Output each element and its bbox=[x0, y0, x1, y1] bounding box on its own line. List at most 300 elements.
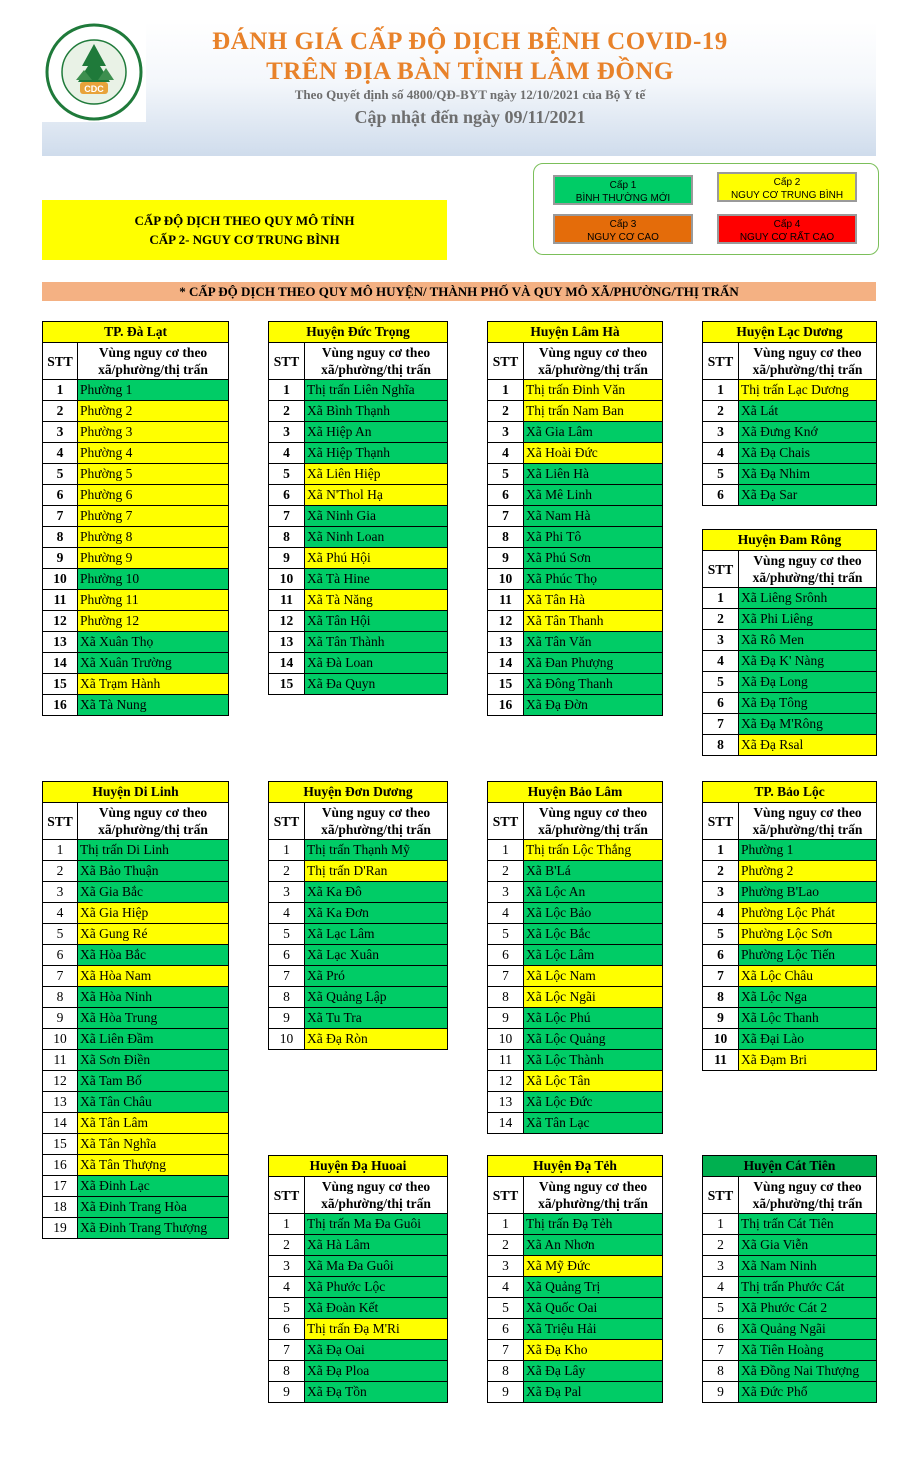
commune-name: Xã Quảng Lập bbox=[305, 987, 448, 1008]
row-number: 13 bbox=[488, 632, 524, 653]
legend-level-4-label: NGUY CƠ RẤT CAO bbox=[739, 232, 835, 243]
commune-name: Xã Lạc Lâm bbox=[305, 924, 448, 945]
table-row bbox=[488, 987, 663, 1008]
table-row bbox=[703, 380, 877, 401]
commune-name: Xã Bình Thạnh bbox=[305, 401, 448, 422]
commune-name: Xã Đạ Pal bbox=[524, 1382, 663, 1403]
table-row bbox=[488, 695, 663, 716]
commune-name: Phường 2 bbox=[739, 861, 877, 882]
commune-name: Phường Lộc Phát bbox=[739, 903, 877, 924]
commune-name: Xã Đinh Trang Hòa bbox=[78, 1197, 229, 1218]
commune-name: Phường 1 bbox=[739, 840, 877, 861]
district-table-da-huoai bbox=[268, 1155, 448, 1403]
table-row bbox=[488, 1382, 663, 1403]
stt-header: STT bbox=[703, 551, 739, 588]
area-header bbox=[524, 1177, 663, 1214]
commune-name: Xã Lộc Bảo bbox=[524, 903, 663, 924]
page-title-line1: ĐÁNH GIÁ CẤP ĐỘ DỊCH BỆNH COVID-19 bbox=[212, 28, 728, 55]
district-table-lac-duong bbox=[702, 321, 877, 506]
row-number: 14 bbox=[43, 1113, 78, 1134]
commune-name: Xã Đạ Đờn bbox=[524, 695, 663, 716]
commune-name: Thị trấn Lạc Dương bbox=[739, 380, 877, 401]
district-name: Huyện Bảo Lâm bbox=[488, 782, 663, 803]
stt-header: STT bbox=[488, 343, 524, 380]
area-header-line2: xã/phường/thị trấn bbox=[321, 362, 431, 377]
commune-name: Xã Đan Phượng bbox=[524, 653, 663, 674]
commune-name: Xã Đạ Ploa bbox=[305, 1361, 448, 1382]
table-row bbox=[703, 882, 877, 903]
row-number: 1 bbox=[488, 1214, 524, 1235]
table-row bbox=[488, 548, 663, 569]
table-row bbox=[269, 527, 448, 548]
row-number: 2 bbox=[43, 401, 78, 422]
area-header bbox=[305, 803, 448, 840]
table-row bbox=[703, 1029, 877, 1050]
legend-level-1 bbox=[553, 175, 693, 205]
district-name: TP. Bảo Lộc bbox=[703, 782, 877, 803]
commune-name: Xã Đinh Trang Thượng bbox=[78, 1218, 229, 1239]
row-number: 13 bbox=[269, 632, 305, 653]
legend-level-3-label: NGUY CƠ CAO bbox=[587, 232, 659, 243]
commune-name: Phường 9 bbox=[78, 548, 229, 569]
commune-name: Phường 6 bbox=[78, 485, 229, 506]
commune-name: Thị trấn Đạ Tẻh bbox=[524, 1214, 663, 1235]
table-row bbox=[703, 714, 877, 735]
row-number: 5 bbox=[43, 464, 78, 485]
table-row bbox=[488, 653, 663, 674]
row-number: 13 bbox=[488, 1092, 524, 1113]
table-row bbox=[488, 1008, 663, 1029]
row-number: 5 bbox=[488, 464, 524, 485]
row-number: 7 bbox=[269, 1340, 305, 1361]
commune-name: Xã Lộc Thanh bbox=[739, 1008, 877, 1029]
table-row bbox=[269, 987, 448, 1008]
commune-name: Thị trấn Ma Đa Guôi bbox=[305, 1214, 448, 1235]
commune-name: Xã Đạ Nhim bbox=[739, 464, 877, 485]
district-name: Huyện Đạ Huoai bbox=[269, 1156, 448, 1177]
commune-name: Xã Gia Hiệp bbox=[78, 903, 229, 924]
commune-name: Xã Tân Văn bbox=[524, 632, 663, 653]
area-header-line1: Vùng nguy cơ theo bbox=[538, 1179, 648, 1194]
row-number: 3 bbox=[488, 1256, 524, 1277]
row-number: 14 bbox=[488, 653, 524, 674]
commune-name: Xã Nam Hà bbox=[524, 506, 663, 527]
district-name: Huyện Lâm Hà bbox=[488, 322, 663, 343]
commune-name: Phường 11 bbox=[78, 590, 229, 611]
row-number: 3 bbox=[703, 422, 739, 443]
row-number: 9 bbox=[269, 548, 305, 569]
table-row bbox=[488, 1113, 663, 1134]
commune-name: Xã Đa Quyn bbox=[305, 674, 448, 695]
row-number: 1 bbox=[43, 840, 78, 861]
commune-name: Thị trấn Nam Ban bbox=[524, 401, 663, 422]
table-row bbox=[43, 945, 229, 966]
stt-header: STT bbox=[703, 343, 739, 380]
commune-name: Xã Quốc Oai bbox=[524, 1298, 663, 1319]
row-number: 5 bbox=[488, 1298, 524, 1319]
area-header bbox=[739, 1177, 877, 1214]
district-name: Huyện Di Linh bbox=[43, 782, 229, 803]
table-row bbox=[269, 380, 448, 401]
commune-name: Xã Nam Ninh bbox=[739, 1256, 877, 1277]
commune-name: Xã Phi Tô bbox=[524, 527, 663, 548]
commune-name: Xã Pró bbox=[305, 966, 448, 987]
area-header bbox=[739, 803, 877, 840]
area-header-line2: xã/phường/thị trấn bbox=[538, 1196, 648, 1211]
row-number: 7 bbox=[703, 1340, 739, 1361]
commune-name: Xã Ninh Gia bbox=[305, 506, 448, 527]
table-row bbox=[703, 651, 877, 672]
row-number: 13 bbox=[43, 632, 78, 653]
row-number: 11 bbox=[488, 1050, 524, 1071]
commune-name: Xã Xuân Thọ bbox=[78, 632, 229, 653]
commune-name: Xã Tân Nghĩa bbox=[78, 1134, 229, 1155]
table-row bbox=[269, 611, 448, 632]
row-number: 1 bbox=[703, 840, 739, 861]
row-number: 8 bbox=[703, 987, 739, 1008]
row-number: 4 bbox=[43, 443, 78, 464]
row-number: 10 bbox=[703, 1029, 739, 1050]
table-row bbox=[269, 1029, 448, 1050]
commune-name: Xã Sơn Điền bbox=[78, 1050, 229, 1071]
table-row bbox=[703, 1214, 877, 1235]
row-number: 5 bbox=[269, 1298, 305, 1319]
row-number: 4 bbox=[703, 443, 739, 464]
row-number: 5 bbox=[269, 464, 305, 485]
commune-name: Xã Ninh Loan bbox=[305, 527, 448, 548]
commune-name: Thị trấn Thạnh Mỹ bbox=[305, 840, 448, 861]
table-row bbox=[703, 1256, 877, 1277]
district-name: Huyện Đơn Dương bbox=[269, 782, 448, 803]
row-number: 18 bbox=[43, 1197, 78, 1218]
row-number: 11 bbox=[269, 590, 305, 611]
table-row bbox=[488, 422, 663, 443]
commune-name: Xã Đông Thanh bbox=[524, 674, 663, 695]
row-number: 9 bbox=[43, 1008, 78, 1029]
commune-name: Xã Phúc Thọ bbox=[524, 569, 663, 590]
row-number: 6 bbox=[43, 485, 78, 506]
table-row bbox=[488, 945, 663, 966]
commune-name: Thị trấn Đinh Văn bbox=[524, 380, 663, 401]
commune-name: Xã Lộc Phú bbox=[524, 1008, 663, 1029]
table-row bbox=[703, 1340, 877, 1361]
table-row bbox=[488, 1071, 663, 1092]
row-number: 6 bbox=[703, 693, 739, 714]
district-name: Huyện Lạc Dương bbox=[703, 322, 877, 343]
row-number: 8 bbox=[269, 527, 305, 548]
table-row bbox=[488, 611, 663, 632]
commune-name: Xã Tân Hội bbox=[305, 611, 448, 632]
table-row bbox=[269, 443, 448, 464]
table-row bbox=[703, 1277, 877, 1298]
commune-name: Xã Tà Năng bbox=[305, 590, 448, 611]
row-number: 4 bbox=[488, 443, 524, 464]
commune-name: Phường Lộc Tiến bbox=[739, 945, 877, 966]
table-row bbox=[43, 1176, 229, 1197]
row-number: 3 bbox=[488, 422, 524, 443]
area-header-line2: xã/phường/thị trấn bbox=[321, 822, 431, 837]
table-row bbox=[269, 590, 448, 611]
district-name: TP. Đà Lạt bbox=[43, 322, 229, 343]
row-number: 4 bbox=[488, 1277, 524, 1298]
decision-reference: Theo Quyết định số 4800/QĐ-BYT ngày 12/10/2021 của Bộ Y tế bbox=[294, 87, 646, 102]
district-name: Huyện Cát Tiên bbox=[703, 1156, 877, 1177]
row-number: 7 bbox=[269, 506, 305, 527]
row-number: 6 bbox=[703, 945, 739, 966]
row-number: 8 bbox=[488, 527, 524, 548]
row-number: 2 bbox=[488, 401, 524, 422]
table-row bbox=[43, 674, 229, 695]
table-row bbox=[488, 1361, 663, 1382]
row-number: 2 bbox=[488, 861, 524, 882]
commune-name: Xã Lộc Thành bbox=[524, 1050, 663, 1071]
table-row bbox=[43, 506, 229, 527]
row-number: 2 bbox=[703, 1235, 739, 1256]
table-row bbox=[703, 861, 877, 882]
row-number: 8 bbox=[488, 1361, 524, 1382]
row-number: 8 bbox=[43, 527, 78, 548]
area-header-line1: Vùng nguy cơ theo bbox=[321, 1179, 431, 1194]
table-row bbox=[269, 840, 448, 861]
row-number: 10 bbox=[269, 1029, 305, 1050]
row-number: 9 bbox=[43, 548, 78, 569]
row-number: 19 bbox=[43, 1218, 78, 1239]
commune-name: Xã Phú Sơn bbox=[524, 548, 663, 569]
commune-name: Xã Ka Đô bbox=[305, 882, 448, 903]
row-number: 2 bbox=[488, 1235, 524, 1256]
row-number: 10 bbox=[43, 569, 78, 590]
table-row bbox=[269, 882, 448, 903]
table-row bbox=[703, 1319, 877, 1340]
table-row bbox=[488, 590, 663, 611]
commune-name: Phường 4 bbox=[78, 443, 229, 464]
legend-level-2 bbox=[717, 172, 857, 202]
commune-name: Xã Tân Thượng bbox=[78, 1155, 229, 1176]
area-header-line2: xã/phường/thị trấn bbox=[752, 570, 863, 585]
table-row bbox=[703, 945, 877, 966]
row-number: 11 bbox=[488, 590, 524, 611]
commune-name: Xã Tân Lâm bbox=[78, 1113, 229, 1134]
row-number: 11 bbox=[703, 1050, 739, 1071]
row-number: 2 bbox=[269, 861, 305, 882]
row-number: 16 bbox=[43, 1155, 78, 1176]
table-row bbox=[43, 464, 229, 485]
table-row bbox=[43, 1071, 229, 1092]
row-number: 9 bbox=[703, 1382, 739, 1403]
row-number: 3 bbox=[703, 882, 739, 903]
row-number: 1 bbox=[703, 380, 739, 401]
table-row bbox=[269, 1340, 448, 1361]
commune-name: Xã Phước Cát 2 bbox=[739, 1298, 877, 1319]
district-table-dam-rong bbox=[702, 529, 877, 756]
table-row bbox=[488, 903, 663, 924]
table-row bbox=[703, 735, 877, 756]
area-header-line1: Vùng nguy cơ theo bbox=[538, 345, 648, 360]
table-row bbox=[43, 1155, 229, 1176]
commune-name: Xã Đạ Long bbox=[739, 672, 877, 693]
table-row bbox=[488, 1214, 663, 1235]
commune-name: Xã Đạ Tông bbox=[739, 693, 877, 714]
legend-level-1-title: Cấp 1 bbox=[609, 180, 637, 191]
commune-name: Xã Lộc Nga bbox=[739, 987, 877, 1008]
commune-name: Xã Đạ Lây bbox=[524, 1361, 663, 1382]
commune-name: Xã Đoàn Kết bbox=[305, 1298, 448, 1319]
row-number: 8 bbox=[703, 735, 739, 756]
commune-name: Xã Mê Linh bbox=[524, 485, 663, 506]
table-row bbox=[269, 674, 448, 695]
table-row bbox=[43, 611, 229, 632]
table-row bbox=[43, 485, 229, 506]
table-row bbox=[43, 422, 229, 443]
commune-name: Xã Tiên Hoàng bbox=[739, 1340, 877, 1361]
row-number: 1 bbox=[269, 380, 305, 401]
table-row bbox=[703, 1298, 877, 1319]
row-number: 7 bbox=[269, 966, 305, 987]
row-number: 6 bbox=[488, 945, 524, 966]
row-number: 6 bbox=[488, 1319, 524, 1340]
commune-name: Xã Tân Châu bbox=[78, 1092, 229, 1113]
area-header-line1: Vùng nguy cơ theo bbox=[321, 805, 431, 820]
row-number: 14 bbox=[43, 653, 78, 674]
table-row bbox=[488, 380, 663, 401]
table-row bbox=[269, 1382, 448, 1403]
table-row bbox=[488, 1092, 663, 1113]
commune-name: Thị trấn Phước Cát bbox=[739, 1277, 877, 1298]
table-row bbox=[269, 861, 448, 882]
table-row bbox=[488, 1029, 663, 1050]
table-row bbox=[43, 840, 229, 861]
table-row bbox=[43, 1197, 229, 1218]
table-row bbox=[43, 443, 229, 464]
table-row bbox=[703, 672, 877, 693]
table-row bbox=[43, 1050, 229, 1071]
table-row bbox=[488, 674, 663, 695]
table-row bbox=[488, 1277, 663, 1298]
commune-name: Xã Hoài Đức bbox=[524, 443, 663, 464]
district-table-da-teh bbox=[487, 1155, 663, 1403]
area-header-line2: xã/phường/thị trấn bbox=[538, 822, 648, 837]
area-header-line1: Vùng nguy cơ theo bbox=[538, 805, 648, 820]
table-row bbox=[703, 630, 877, 651]
table-row bbox=[488, 443, 663, 464]
table-row bbox=[488, 1256, 663, 1277]
commune-name: Thị trấn Liên Nghĩa bbox=[305, 380, 448, 401]
row-number: 8 bbox=[43, 987, 78, 1008]
row-number: 5 bbox=[43, 924, 78, 945]
row-number: 5 bbox=[703, 1298, 739, 1319]
stt-header: STT bbox=[488, 1177, 524, 1214]
commune-name: Xã Triệu Hải bbox=[524, 1319, 663, 1340]
table-row bbox=[488, 924, 663, 945]
commune-name: Xã Hòa Nam bbox=[78, 966, 229, 987]
row-number: 12 bbox=[269, 611, 305, 632]
row-number: 1 bbox=[269, 840, 305, 861]
district-table-bao-lam bbox=[487, 781, 663, 1134]
area-header bbox=[524, 343, 663, 380]
row-number: 7 bbox=[488, 966, 524, 987]
district-name: Huyện Đạ Tẻh bbox=[488, 1156, 663, 1177]
commune-name: Phường B'Lao bbox=[739, 882, 877, 903]
commune-name: Xã Tu Tra bbox=[305, 1008, 448, 1029]
table-row bbox=[269, 1319, 448, 1340]
row-number: 2 bbox=[269, 1235, 305, 1256]
row-number: 2 bbox=[703, 861, 739, 882]
commune-name: Xã Lộc An bbox=[524, 882, 663, 903]
stt-header: STT bbox=[269, 343, 305, 380]
district-table-di-linh bbox=[42, 781, 229, 1239]
table-row bbox=[488, 1340, 663, 1361]
commune-name: Xã Đạ Tồn bbox=[305, 1382, 448, 1403]
row-number: 12 bbox=[43, 611, 78, 632]
row-number: 10 bbox=[43, 1029, 78, 1050]
row-number: 9 bbox=[269, 1008, 305, 1029]
table-row bbox=[269, 485, 448, 506]
row-number: 4 bbox=[269, 903, 305, 924]
commune-name: Phường Lộc Sơn bbox=[739, 924, 877, 945]
commune-name: Xã Gia Lâm bbox=[524, 422, 663, 443]
row-number: 1 bbox=[703, 1214, 739, 1235]
table-row bbox=[43, 590, 229, 611]
commune-name: Xã Đạ M'Rông bbox=[739, 714, 877, 735]
commune-name: Thị trấn Lộc Thắng bbox=[524, 840, 663, 861]
commune-name: Xã Hòa Ninh bbox=[78, 987, 229, 1008]
area-header-line2: xã/phường/thị trấn bbox=[752, 362, 863, 377]
table-row bbox=[488, 1235, 663, 1256]
table-row bbox=[269, 1298, 448, 1319]
row-number: 4 bbox=[269, 1277, 305, 1298]
row-number: 5 bbox=[488, 924, 524, 945]
row-number: 1 bbox=[488, 380, 524, 401]
table-row bbox=[488, 1319, 663, 1340]
update-date: Cập nhật đến ngày 09/11/2021 bbox=[354, 107, 586, 127]
table-row bbox=[703, 464, 877, 485]
table-row bbox=[269, 1008, 448, 1029]
table-row bbox=[269, 464, 448, 485]
table-row bbox=[269, 632, 448, 653]
commune-name: Xã Bảo Thuận bbox=[78, 861, 229, 882]
row-number: 3 bbox=[43, 882, 78, 903]
commune-name: Xã B'Lá bbox=[524, 861, 663, 882]
commune-name: Xã Đức Phổ bbox=[739, 1382, 877, 1403]
table-row bbox=[488, 966, 663, 987]
row-number: 6 bbox=[703, 1319, 739, 1340]
commune-name: Xã Lạc Xuân bbox=[305, 945, 448, 966]
commune-name: Xã Trạm Hành bbox=[78, 674, 229, 695]
row-number: 12 bbox=[488, 1071, 524, 1092]
commune-name: Xã Tân Hà bbox=[524, 590, 663, 611]
table-row bbox=[269, 422, 448, 443]
commune-name: Xã Lộc Nam bbox=[524, 966, 663, 987]
row-number: 9 bbox=[269, 1382, 305, 1403]
table-row bbox=[269, 945, 448, 966]
commune-name: Xã Đà Loan bbox=[305, 653, 448, 674]
row-number: 16 bbox=[43, 695, 78, 716]
area-header-line1: Vùng nguy cơ theo bbox=[98, 345, 208, 360]
commune-name: Xã Gia Bắc bbox=[78, 882, 229, 903]
row-number: 8 bbox=[269, 1361, 305, 1382]
district-table-lam-ha bbox=[487, 321, 663, 716]
row-number: 5 bbox=[703, 672, 739, 693]
area-header-line1: Vùng nguy cơ theo bbox=[321, 345, 431, 360]
area-header bbox=[305, 343, 448, 380]
row-number: 2 bbox=[43, 861, 78, 882]
table-row bbox=[43, 1092, 229, 1113]
legend-level-1-label: BÌNH THƯỜNG MỚI bbox=[575, 193, 671, 204]
commune-name: Xã An Nhơn bbox=[524, 1235, 663, 1256]
row-number: 3 bbox=[703, 630, 739, 651]
commune-name: Xã Lộc Ngãi bbox=[524, 987, 663, 1008]
district-table-don-duong bbox=[268, 781, 448, 1050]
